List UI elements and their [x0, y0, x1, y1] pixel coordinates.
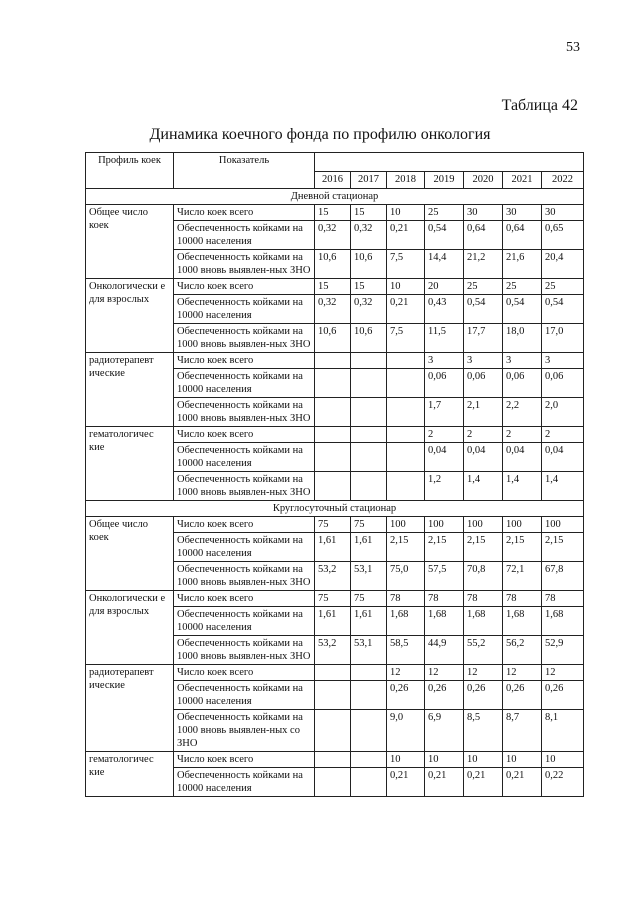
value-cell: 1,7 [425, 398, 464, 427]
value-cell [351, 398, 387, 427]
indicator-cell: Обеспеченность койками на 1000 вновь выявлен-ных ЗНО [174, 562, 315, 591]
value-cell: 15 [315, 279, 351, 295]
value-cell [351, 752, 387, 768]
table-row [86, 665, 584, 681]
profile-cell: Онкологически е для взрослых [86, 279, 174, 353]
value-cell [315, 710, 351, 752]
value-cell [351, 443, 387, 472]
value-cell: 78 [542, 591, 584, 607]
value-cell: 0,32 [315, 221, 351, 250]
value-cell: 10 [425, 752, 464, 768]
indicator-cell: Обеспеченность койками на 1000 вновь выявлен-ных ЗНО [174, 250, 315, 279]
value-cell: 25 [464, 279, 503, 295]
value-cell: 9,0 [387, 710, 425, 752]
value-cell: 0,04 [425, 443, 464, 472]
value-cell: 17,7 [464, 324, 503, 353]
value-cell: 10,6 [351, 324, 387, 353]
indicator-cell: Число коек всего [174, 427, 315, 443]
value-cell [387, 472, 425, 501]
value-cell [315, 752, 351, 768]
value-cell: 2 [503, 427, 542, 443]
value-cell: 1,4 [464, 472, 503, 501]
value-cell: 0,04 [503, 443, 542, 472]
table-body [86, 189, 584, 797]
value-cell: 75 [351, 517, 387, 533]
value-cell: 20 [425, 279, 464, 295]
value-cell: 2,15 [542, 533, 584, 562]
value-cell: 12 [425, 665, 464, 681]
year-header: 2016 [315, 172, 351, 189]
value-cell: 1,61 [351, 607, 387, 636]
value-cell: 2 [425, 427, 464, 443]
table-title: Динамика коечного фонда по профилю онкология [149, 126, 491, 143]
value-cell [351, 710, 387, 752]
value-cell [351, 472, 387, 501]
table-row [86, 279, 584, 295]
value-cell: 15 [351, 279, 387, 295]
indicator-cell: Обеспеченность койками на 10000 населения [174, 221, 315, 250]
value-cell: 75 [351, 591, 387, 607]
value-cell: 1,68 [425, 607, 464, 636]
value-cell: 100 [464, 517, 503, 533]
value-cell [387, 369, 425, 398]
table-row [86, 591, 584, 607]
value-cell: 10,6 [315, 324, 351, 353]
value-cell: 0,21 [387, 221, 425, 250]
indicator-cell: Число коек всего [174, 591, 315, 607]
profile-cell: радиотерапевт ические [86, 665, 174, 752]
value-cell: 7,5 [387, 324, 425, 353]
value-cell: 72,1 [503, 562, 542, 591]
value-cell [387, 398, 425, 427]
value-cell: 0,32 [351, 221, 387, 250]
value-cell: 3 [425, 353, 464, 369]
value-cell: 0,32 [315, 295, 351, 324]
value-cell: 2,1 [464, 398, 503, 427]
section-row [86, 189, 584, 205]
value-cell [387, 443, 425, 472]
value-cell: 10 [387, 279, 425, 295]
indicator-cell: Обеспеченность койками на 1000 вновь выявлен-ных ЗНО [174, 398, 315, 427]
table-row [86, 517, 584, 533]
value-cell: 17,0 [542, 324, 584, 353]
value-cell: 8,1 [542, 710, 584, 752]
value-cell: 53,2 [315, 636, 351, 665]
value-cell: 1,68 [464, 607, 503, 636]
value-cell: 67,8 [542, 562, 584, 591]
value-cell: 1,61 [315, 607, 351, 636]
value-cell: 25 [425, 205, 464, 221]
value-cell: 10 [387, 205, 425, 221]
header-profile: Профиль коек [86, 153, 174, 189]
value-cell [351, 427, 387, 443]
value-cell: 3 [503, 353, 542, 369]
indicator-cell: Число коек всего [174, 752, 315, 768]
value-cell: 0,06 [503, 369, 542, 398]
value-cell: 1,4 [503, 472, 542, 501]
value-cell [315, 353, 351, 369]
value-cell: 78 [503, 591, 542, 607]
value-cell: 1,68 [387, 607, 425, 636]
value-cell: 3 [542, 353, 584, 369]
value-cell: 0,21 [387, 295, 425, 324]
value-cell: 10 [464, 752, 503, 768]
indicator-cell: Обеспеченность койками на 10000 населения [174, 369, 315, 398]
value-cell: 2,15 [464, 533, 503, 562]
value-cell: 0,26 [387, 681, 425, 710]
value-cell: 100 [542, 517, 584, 533]
value-cell: 58,5 [387, 636, 425, 665]
value-cell: 0,21 [387, 768, 425, 797]
value-cell: 70,8 [464, 562, 503, 591]
value-cell: 1,4 [542, 472, 584, 501]
indicator-cell: Обеспеченность койками на 1000 вновь выявлен-ных ЗНО [174, 472, 315, 501]
value-cell: 2 [464, 427, 503, 443]
table-row [86, 752, 584, 768]
value-cell: 8,5 [464, 710, 503, 752]
indicator-cell: Обеспеченность койками на 1000 вновь выявлен-ных ЗНО [174, 324, 315, 353]
year-header: 2021 [503, 172, 542, 189]
value-cell: 2,15 [387, 533, 425, 562]
value-cell [315, 768, 351, 797]
table-label: Таблица 42 [501, 97, 578, 114]
year-header: 2018 [387, 172, 425, 189]
value-cell: 0,21 [464, 768, 503, 797]
value-cell: 21,6 [503, 250, 542, 279]
indicator-cell: Обеспеченность койками на 10000 населения [174, 295, 315, 324]
value-cell: 100 [425, 517, 464, 533]
section-title: Дневной стационар [86, 189, 584, 205]
header-years-span [315, 153, 584, 172]
value-cell: 0,54 [464, 295, 503, 324]
value-cell [315, 369, 351, 398]
value-cell: 0,22 [542, 768, 584, 797]
value-cell: 1,68 [503, 607, 542, 636]
value-cell [387, 353, 425, 369]
value-cell: 1,68 [542, 607, 584, 636]
year-header: 2022 [542, 172, 584, 189]
section-title: Круглосуточный стационар [86, 501, 584, 517]
value-cell: 56,2 [503, 636, 542, 665]
value-cell: 14,4 [425, 250, 464, 279]
value-cell: 53,1 [351, 636, 387, 665]
value-cell [315, 472, 351, 501]
indicator-cell: Число коек всего [174, 279, 315, 295]
value-cell: 10 [387, 752, 425, 768]
indicator-cell: Обеспеченность койками на 10000 населения [174, 681, 315, 710]
value-cell: 25 [542, 279, 584, 295]
value-cell: 12 [542, 665, 584, 681]
value-cell: 10,6 [351, 250, 387, 279]
value-cell: 44,9 [425, 636, 464, 665]
value-cell: 12 [503, 665, 542, 681]
value-cell [315, 665, 351, 681]
value-cell: 2 [542, 427, 584, 443]
value-cell: 21,2 [464, 250, 503, 279]
value-cell: 78 [425, 591, 464, 607]
value-cell: 25 [503, 279, 542, 295]
indicator-cell: Обеспеченность койками на 10000 населения [174, 768, 315, 797]
header-row [86, 153, 584, 172]
table-row [86, 353, 584, 369]
value-cell: 8,7 [503, 710, 542, 752]
value-cell [315, 398, 351, 427]
profile-cell: гематологичес кие [86, 752, 174, 797]
value-cell: 0,26 [542, 681, 584, 710]
value-cell: 0,21 [425, 768, 464, 797]
value-cell: 2,15 [503, 533, 542, 562]
value-cell: 0,06 [464, 369, 503, 398]
value-cell: 75,0 [387, 562, 425, 591]
profile-cell: Общее число коек [86, 517, 174, 591]
year-header: 2019 [425, 172, 464, 189]
value-cell: 15 [315, 205, 351, 221]
header-indicator: Показатель [174, 153, 315, 189]
value-cell: 10,6 [315, 250, 351, 279]
value-cell: 0,65 [542, 221, 584, 250]
value-cell: 1,61 [351, 533, 387, 562]
indicator-cell: Число коек всего [174, 353, 315, 369]
indicator-cell: Обеспеченность койками на 1000 вновь выявлен-ных ЗНО [174, 636, 315, 665]
value-cell: 30 [542, 205, 584, 221]
value-cell: 55,2 [464, 636, 503, 665]
value-cell [351, 353, 387, 369]
value-cell: 0,04 [464, 443, 503, 472]
value-cell [315, 681, 351, 710]
value-cell: 0,21 [503, 768, 542, 797]
value-cell: 53,2 [315, 562, 351, 591]
value-cell: 0,54 [542, 295, 584, 324]
value-cell: 0,06 [542, 369, 584, 398]
value-cell: 57,5 [425, 562, 464, 591]
value-cell: 18,0 [503, 324, 542, 353]
value-cell [351, 681, 387, 710]
value-cell: 20,4 [542, 250, 584, 279]
indicator-cell: Обеспеченность койками на 10000 населения [174, 533, 315, 562]
value-cell: 0,64 [464, 221, 503, 250]
profile-cell: Онкологически е для взрослых [86, 591, 174, 665]
value-cell: 0,54 [503, 295, 542, 324]
value-cell [315, 427, 351, 443]
value-cell: 0,64 [503, 221, 542, 250]
value-cell: 10 [503, 752, 542, 768]
profile-cell: радиотерапевт ические [86, 353, 174, 427]
value-cell: 6,9 [425, 710, 464, 752]
value-cell: 0,26 [425, 681, 464, 710]
value-cell: 30 [503, 205, 542, 221]
value-cell: 0,26 [503, 681, 542, 710]
value-cell: 53,1 [351, 562, 387, 591]
value-cell: 3 [464, 353, 503, 369]
value-cell: 0,04 [542, 443, 584, 472]
value-cell: 75 [315, 591, 351, 607]
value-cell [387, 427, 425, 443]
value-cell [351, 369, 387, 398]
table-row [86, 205, 584, 221]
value-cell: 100 [503, 517, 542, 533]
value-cell: 11,5 [425, 324, 464, 353]
table-row [86, 427, 584, 443]
value-cell: 2,15 [425, 533, 464, 562]
value-cell: 2,0 [542, 398, 584, 427]
year-header: 2017 [351, 172, 387, 189]
section-row [86, 501, 584, 517]
indicator-cell: Число коек всего [174, 517, 315, 533]
value-cell: 12 [464, 665, 503, 681]
page-number: 53 [566, 40, 580, 55]
beds-table [85, 152, 584, 797]
value-cell [351, 768, 387, 797]
value-cell: 75 [315, 517, 351, 533]
value-cell: 7,5 [387, 250, 425, 279]
value-cell: 0,32 [351, 295, 387, 324]
value-cell: 1,2 [425, 472, 464, 501]
value-cell: 0,43 [425, 295, 464, 324]
value-cell [351, 665, 387, 681]
value-cell: 30 [464, 205, 503, 221]
indicator-cell: Обеспеченность койками на 10000 населения [174, 607, 315, 636]
value-cell: 0,26 [464, 681, 503, 710]
year-header: 2020 [464, 172, 503, 189]
value-cell: 0,54 [425, 221, 464, 250]
value-cell: 1,61 [315, 533, 351, 562]
value-cell: 100 [387, 517, 425, 533]
value-cell: 52,9 [542, 636, 584, 665]
value-cell: 78 [464, 591, 503, 607]
value-cell: 10 [542, 752, 584, 768]
indicator-cell: Обеспеченность койками на 1000 вновь выявлен-ных со ЗНО [174, 710, 315, 752]
value-cell: 15 [351, 205, 387, 221]
profile-cell: Общее число коек [86, 205, 174, 279]
indicator-cell: Число коек всего [174, 205, 315, 221]
value-cell: 0,06 [425, 369, 464, 398]
value-cell [315, 443, 351, 472]
value-cell: 2,2 [503, 398, 542, 427]
value-cell: 12 [387, 665, 425, 681]
value-cell: 78 [387, 591, 425, 607]
profile-cell: гематологичес кие [86, 427, 174, 501]
indicator-cell: Обеспеченность койками на 10000 населения [174, 443, 315, 472]
indicator-cell: Число коек всего [174, 665, 315, 681]
